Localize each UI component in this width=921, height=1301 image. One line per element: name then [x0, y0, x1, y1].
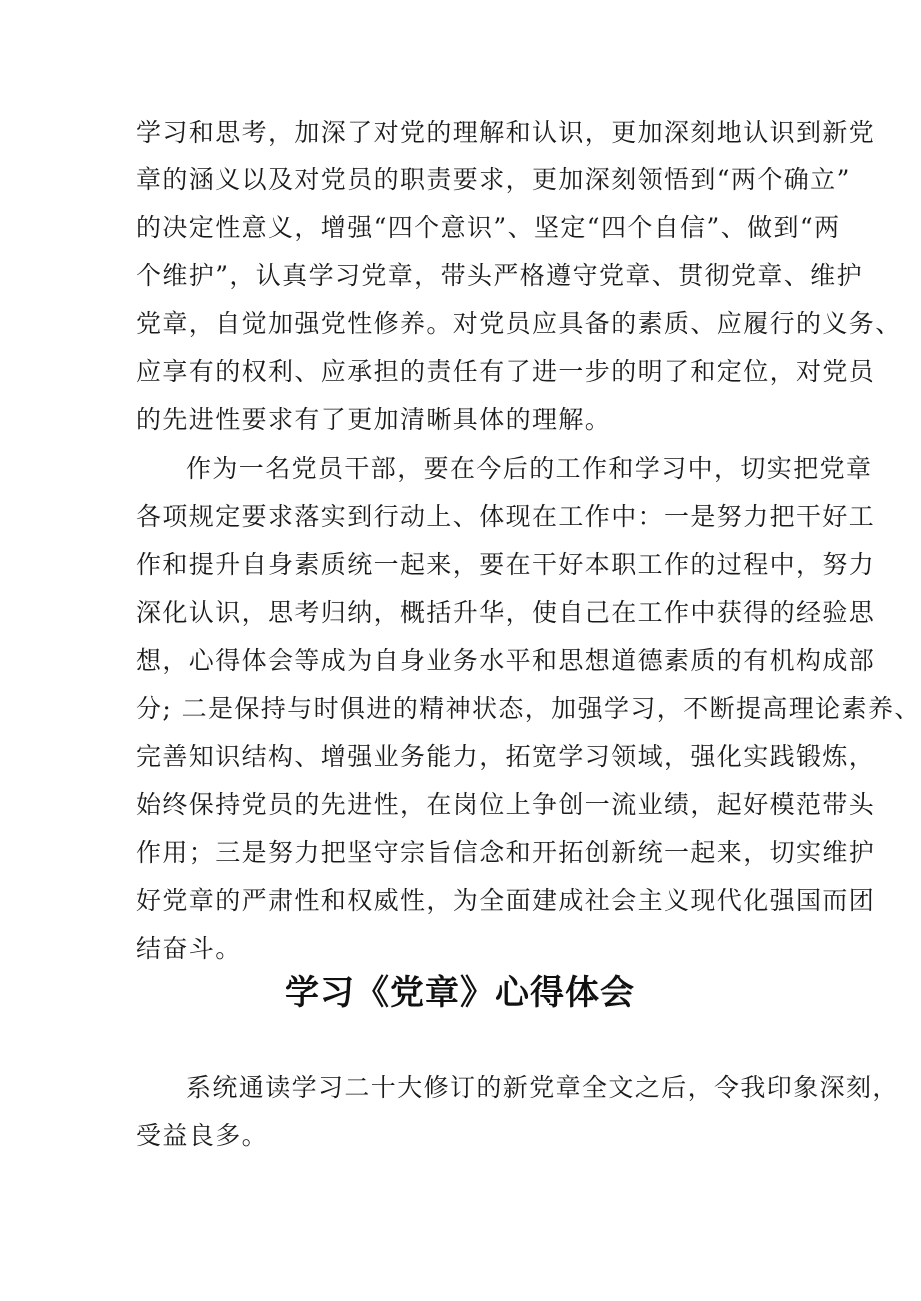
paragraph-3-line-2: 受益良多。 — [136, 1121, 269, 1150]
paragraph-1-line-1: 学习和思考，加深了对党的理解和认识，更加深刻地认识到新党 — [136, 118, 876, 147]
paragraph-2-line-11: 结奋斗。 — [136, 934, 242, 963]
paragraph-1-line-3: 的决定性意义，增强“四个意识”、坚定“四个自信”、做到“两 — [136, 213, 841, 242]
section-title: 学习《党章》心得体会 — [285, 973, 635, 1013]
paragraph-2-line-8: 始终保持党员的先进性，在岗位上争创一流业绩，起好模范带头 — [136, 790, 876, 819]
paragraph-2-line-7: 完善知识结构、增强业务能力，拓宽学习领域，强化实践锻炼， — [136, 742, 876, 771]
paragraph-2-line-9: 作用；三是努力把坚守宗旨信念和开拓创新统一起来，切实维护 — [136, 838, 876, 867]
paragraph-1-line-7: 的先进性要求有了更加清晰具体的理解。 — [136, 405, 612, 434]
paragraph-2-line-10: 好党章的严肃性和权威性，为全面建成社会主义现代化强国而团 — [136, 886, 876, 915]
paragraph-2-line-3: 作和提升自身素质统一起来，要在干好本职工作的过程中，努力 — [136, 550, 876, 579]
paragraph-2-line-4: 深化认识，思考归纳，概括升华，使自己在工作中获得的经验思 — [136, 598, 876, 627]
paragraph-1-line-2: 章的涵义以及对党员的职责要求，更加深刻领悟到“两个确立” — [136, 165, 851, 194]
paragraph-1-line-6: 应享有的权利、应承担的责任有了进一步的明了和定位，对党员 — [136, 357, 876, 386]
paragraph-2-line-2: 各项规定要求落实到行动上、体现在工作中：一是努力把干好工 — [136, 502, 876, 531]
paragraph-1-line-4: 个维护”，认真学习党章，带头严格遵守党章、贯彻党章、维护 — [136, 261, 863, 290]
paragraph-2-line-1: 作为一名党员干部，要在今后的工作和学习中，切实把党章 — [186, 454, 873, 483]
paragraph-2-line-6: 分; 二是保持与时俱进的精神状态，加强学习，不断提高理论素养、 — [136, 694, 921, 723]
paragraph-1-line-5: 党章，自觉加强党性修养。对党员应具备的素质、应履行的义务、 — [136, 309, 902, 338]
paragraph-3-line-1: 系统通读学习二十大修订的新党章全文之后，令我印象深刻， — [186, 1073, 899, 1102]
paragraph-2-line-5: 想，心得体会等成为自身业务水平和思想道德素质的有机构成部 — [136, 646, 876, 675]
